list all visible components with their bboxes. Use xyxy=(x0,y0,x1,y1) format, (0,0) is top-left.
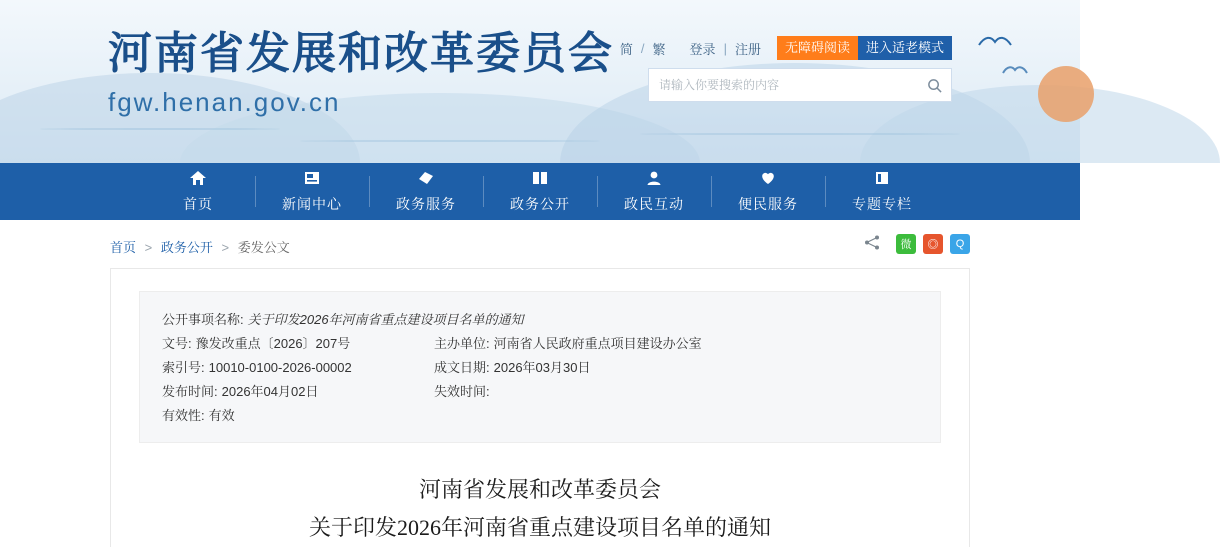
document-title xyxy=(139,471,941,547)
meta-label: 成文日期: xyxy=(434,360,490,375)
nav-label: 政民互动 xyxy=(624,195,684,212)
decor-sun xyxy=(1038,66,1094,122)
user-icon xyxy=(645,170,663,190)
meta-value: 河南省人民政府重点项目建设办公室 xyxy=(493,336,702,351)
meta-value: 关于印发2026年河南省重点建设项目名单的通知 xyxy=(247,312,524,327)
meta-label: 公开事项名称: xyxy=(162,312,244,327)
document-card xyxy=(110,268,970,547)
site-header xyxy=(0,0,1080,163)
meta-value: 2026年03月30日 xyxy=(493,360,591,375)
breadcrumb xyxy=(110,237,290,256)
column-icon xyxy=(873,170,891,190)
decor-cloud-line xyxy=(40,128,280,130)
meta-label: 发布时间: xyxy=(162,384,218,399)
meta-row xyxy=(162,356,918,380)
meta-row xyxy=(162,308,918,332)
meta-field-name xyxy=(162,308,524,332)
meta-label: 索引号: xyxy=(162,360,205,375)
document-title-line1: 河南省发展和改革委员会 xyxy=(418,477,661,502)
elder-mode-button[interactable]: 进入适老模式 xyxy=(858,36,952,60)
meta-label: 文号: xyxy=(162,336,192,351)
meta-row xyxy=(162,380,918,404)
book-icon xyxy=(531,170,549,190)
nav-item-interaction[interactable] xyxy=(597,163,711,220)
bird-icon xyxy=(978,34,1012,53)
document-title-line2: 关于印发2026年河南省重点建设项目名单的通知 xyxy=(308,515,771,540)
nav-item-service[interactable] xyxy=(369,163,483,220)
decor-cloud-line xyxy=(300,140,600,142)
meta-label: 有效性: xyxy=(162,408,205,423)
breadcrumb-item-current: 委发公文 xyxy=(237,239,290,255)
login-link[interactable]: 登录 xyxy=(689,41,716,57)
service-icon xyxy=(417,170,435,190)
bird-icon xyxy=(1002,62,1028,80)
meta-field-docnumber xyxy=(162,332,434,356)
share-nodes-icon[interactable] xyxy=(864,235,881,254)
main-nav xyxy=(0,163,1080,220)
lang-simplified-link[interactable]: 简 xyxy=(619,41,633,57)
site-logo[interactable] xyxy=(108,26,614,118)
nav-item-public-affairs[interactable] xyxy=(483,163,597,220)
site-domain: fgw.henan.gov.cn xyxy=(108,87,341,117)
lang-traditional-link[interactable]: 繁 xyxy=(652,41,666,57)
heart-icon xyxy=(759,170,777,190)
nav-label: 首页 xyxy=(183,195,213,212)
share-weibo-icon[interactable]: ◎ xyxy=(923,234,943,254)
meta-value xyxy=(490,380,494,404)
meta-value: 有效 xyxy=(208,408,235,423)
meta-field-writtendate xyxy=(434,356,590,380)
meta-field-validity xyxy=(162,404,434,428)
main-nav-items xyxy=(141,163,939,220)
register-link[interactable]: 注册 xyxy=(734,41,761,57)
meta-field-index xyxy=(162,356,434,380)
share-row xyxy=(864,234,970,254)
nav-label: 政务公开 xyxy=(510,195,570,212)
meta-row xyxy=(162,332,918,356)
meta-label: 失效时间: xyxy=(434,384,490,399)
nav-item-columns[interactable] xyxy=(825,163,939,220)
breadcrumb-separator: > xyxy=(221,239,230,255)
search-input[interactable] xyxy=(649,69,917,101)
search-icon[interactable] xyxy=(917,69,951,101)
login-divider: | xyxy=(723,40,727,56)
lang-divider: / xyxy=(640,40,645,56)
decor-cloud-line xyxy=(640,133,960,135)
breadcrumb-item-public-affairs[interactable]: 政务公开 xyxy=(160,239,213,255)
share-qq-icon[interactable]: Q xyxy=(950,234,970,254)
meta-value: 10010-0100-2026-00002 xyxy=(208,360,352,375)
nav-item-convenience[interactable] xyxy=(711,163,825,220)
top-utility-links xyxy=(614,36,952,60)
meta-value: 2026年04月02日 xyxy=(221,384,319,399)
accessibility-button[interactable]: 无障碍阅读 xyxy=(777,36,858,60)
meta-row xyxy=(162,404,918,428)
breadcrumb-separator: > xyxy=(144,239,153,255)
nav-label: 便民服务 xyxy=(738,195,798,212)
site-title: 河南省发展和改革委员会 xyxy=(108,29,614,78)
news-icon xyxy=(303,170,321,190)
document-meta xyxy=(139,291,941,443)
nav-label: 专题专栏 xyxy=(852,195,912,212)
home-icon xyxy=(189,170,207,190)
share-wechat-icon[interactable]: 微 xyxy=(896,234,916,254)
meta-field-expiretime xyxy=(434,380,494,404)
breadcrumb-row xyxy=(110,220,970,254)
nav-label: 政务服务 xyxy=(396,195,456,212)
search-bar[interactable] xyxy=(648,68,952,102)
meta-label: 主办单位: xyxy=(434,336,490,351)
nav-item-news[interactable] xyxy=(255,163,369,220)
meta-field-publishtime xyxy=(162,380,434,404)
nav-item-home[interactable] xyxy=(141,163,255,220)
meta-field-organizer xyxy=(434,332,702,356)
nav-label: 新闻中心 xyxy=(282,195,342,212)
content-area xyxy=(0,220,1080,547)
breadcrumb-item-home[interactable]: 首页 xyxy=(110,239,137,255)
meta-value: 豫发改重点〔2026〕207号 xyxy=(195,336,351,351)
